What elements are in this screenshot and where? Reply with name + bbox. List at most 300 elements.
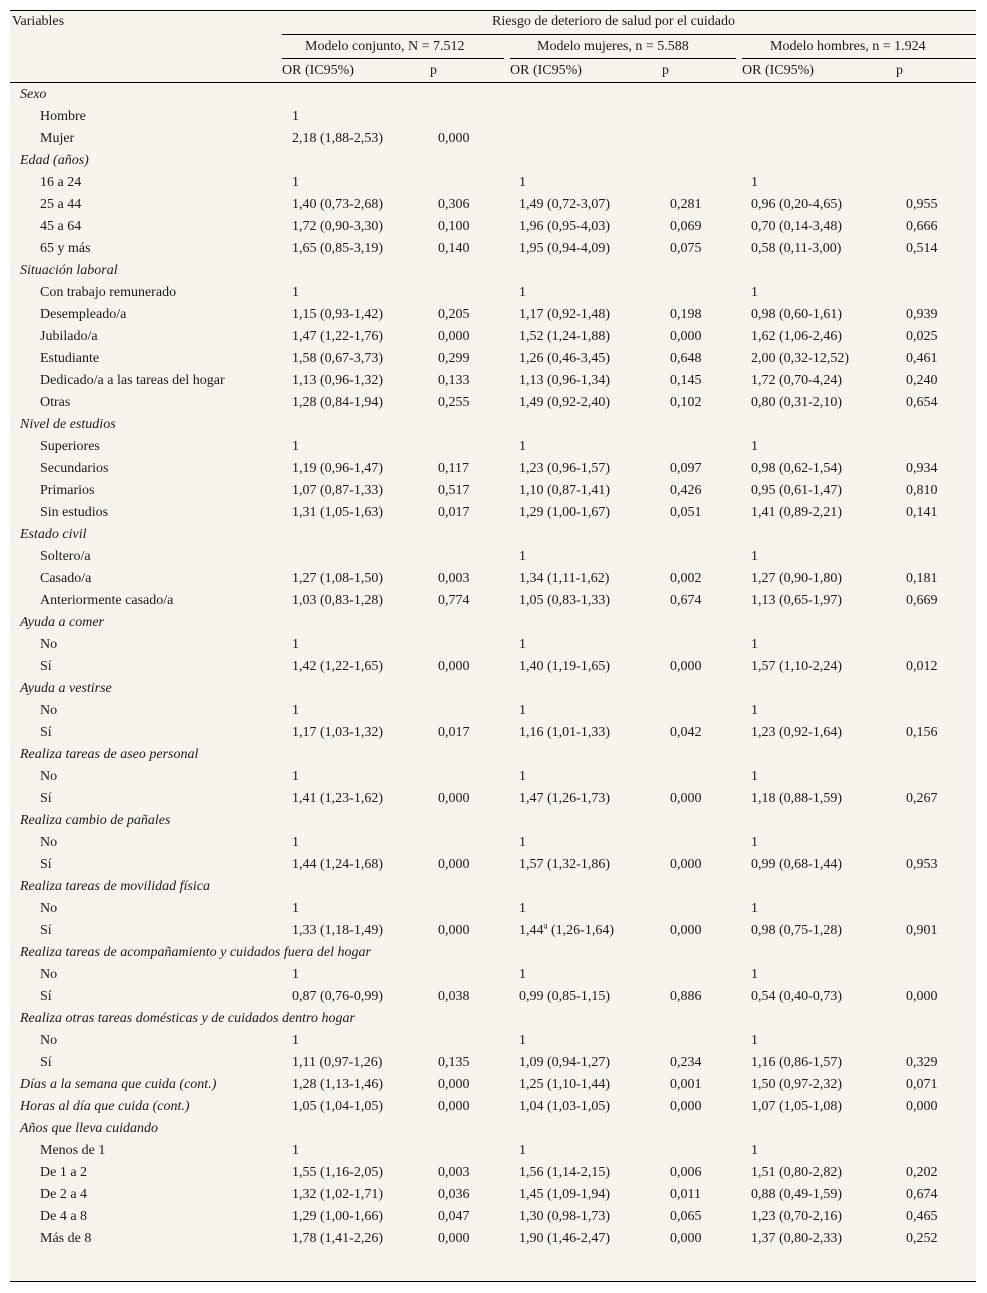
cell-p2: 0,000: [670, 791, 702, 806]
row-label: Horas al día que cuida (cont.): [20, 1099, 190, 1114]
cell-or3: 1: [751, 769, 758, 784]
table-row: [10, 1030, 976, 1052]
cell-or1: 1,72 (0,90-3,30): [292, 219, 383, 234]
cell-p3: 0,461: [906, 351, 938, 366]
cell-p2: 0,000: [670, 1231, 702, 1246]
row-label: De 2 a 4: [40, 1187, 88, 1202]
cell-or1: 1,19 (0,96-1,47): [292, 461, 383, 476]
cell-or3: 0,80 (0,31-2,10): [751, 395, 842, 410]
category-row: [10, 1008, 976, 1030]
cell-p1: 0,140: [438, 241, 470, 256]
cell-or1: 1,44 (1,24-1,68): [292, 857, 383, 872]
cell-p2: 0,886: [670, 989, 702, 1004]
cell-p1: 0,017: [438, 725, 470, 740]
cell-or2: 1,56 (1,14-2,15): [519, 1165, 610, 1180]
cell-or1: 1,58 (0,67-3,73): [292, 351, 383, 366]
row-label: Sí: [40, 791, 52, 806]
cell-or3: 0,54 (0,40-0,73): [751, 989, 842, 1004]
cell-or3: 1,16 (0,86-1,57): [751, 1055, 842, 1070]
cell-or2: 1,57 (1,32-1,86): [519, 857, 610, 872]
row-label: Nivel de estudios: [20, 417, 116, 432]
row-label: 16 a 24: [40, 175, 82, 190]
cell-or3: 1: [751, 835, 758, 850]
cell-or3: 1: [751, 1033, 758, 1048]
header-or-2: OR (IC95%): [510, 63, 582, 78]
cell-p3: 0,810: [906, 483, 938, 498]
table-row: [10, 766, 976, 788]
category-row: [10, 612, 976, 634]
cell-p3: 0,181: [906, 571, 938, 586]
cell-or1: 1: [292, 901, 299, 916]
cell-p1: 0,133: [438, 373, 470, 388]
row-label: Con trabajo remunerado: [40, 285, 177, 300]
table-row: [10, 1206, 976, 1228]
category-row: [10, 260, 976, 282]
cell-or3: 1: [751, 439, 758, 454]
table-row: [10, 1140, 976, 1162]
cell-or1: 1: [292, 967, 299, 982]
table-row: [10, 1228, 976, 1250]
cell-p3: 0,202: [906, 1165, 938, 1180]
cell-or3: 1,27 (0,90-1,80): [751, 571, 842, 586]
cell-p3: 0,669: [906, 593, 938, 608]
cell-or3: 1,23 (0,70-2,16): [751, 1209, 842, 1224]
table-row: [10, 700, 976, 722]
row-label: Ayuda a comer: [20, 615, 104, 630]
cell-p2: 0,000: [670, 1099, 702, 1114]
cell-p2: 0,075: [670, 241, 702, 256]
category-row: [10, 524, 976, 546]
cell-or1: 1: [292, 285, 299, 300]
table-row: [10, 238, 976, 260]
cell-p1: 0,017: [438, 505, 470, 520]
cell-or2: [519, 920, 614, 942]
cell-or3: 1: [751, 901, 758, 916]
row-label: Realiza tareas de acompañamiento y cuidados fuera del hogar: [20, 945, 371, 960]
category-row: [10, 150, 976, 172]
cell-p2: 0,051: [670, 505, 702, 520]
table-row: [10, 480, 976, 502]
table-row: [10, 436, 976, 458]
cell-or2: 1: [519, 901, 526, 916]
row-label: No: [40, 769, 58, 784]
cell-p3: 0,156: [906, 725, 938, 740]
cell-or3: 0,98 (0,75-1,28): [751, 923, 842, 938]
cell-p1: 0,000: [438, 131, 470, 146]
header-rule-women: [510, 58, 736, 59]
cell-or2: 1,40 (1,19-1,65): [519, 659, 610, 674]
cell-p1: 0,000: [438, 1077, 470, 1092]
table-row: [10, 986, 976, 1008]
cell-or2: 1,25 (1,10-1,44): [519, 1077, 610, 1092]
cell-or3: 2,00 (0,32-12,52): [751, 351, 849, 366]
cell-or2: 1: [519, 285, 526, 300]
row-label: Mujer: [40, 131, 75, 146]
cell-or2: 1,52 (1,24-1,88): [519, 329, 610, 344]
table-row: [10, 326, 976, 348]
cell-or3: 1: [751, 703, 758, 718]
cell-or3: 0,58 (0,11-3,00): [751, 241, 842, 256]
cell-or1: 1,29 (1,00-1,66): [292, 1209, 383, 1224]
header-rule-joint: [282, 58, 504, 59]
cell-or1: 1,15 (0,93-1,42): [292, 307, 383, 322]
cell-p2: 0,674: [670, 593, 702, 608]
cell-or1: 1: [292, 835, 299, 850]
cell-p1: 0,000: [438, 329, 470, 344]
cell-p1: 0,003: [438, 1165, 470, 1180]
cell-or2-ci: (1,26-1,64): [547, 923, 614, 938]
row-label: Sí: [40, 659, 52, 674]
cell-or3: 1,57 (1,10-2,24): [751, 659, 842, 674]
cell-or1: 1,65 (0,85-3,19): [292, 241, 383, 256]
cell-p2: 0,000: [670, 329, 702, 344]
cell-or1: 1,78 (1,41-2,26): [292, 1231, 383, 1246]
cell-or2: 1,49 (0,92-2,40): [519, 395, 610, 410]
cell-or1: 1,27 (1,08-1,50): [292, 571, 383, 586]
cell-p2: 0,648: [670, 351, 702, 366]
row-label: Sí: [40, 1055, 52, 1070]
cell-or2: 1: [519, 1143, 526, 1158]
cell-or3: 1,37 (0,80-2,33): [751, 1231, 842, 1246]
cell-or2: 1,30 (0,98-1,73): [519, 1209, 610, 1224]
table-row: [10, 348, 976, 370]
category-row: [10, 1096, 976, 1118]
cell-p1: 0,517: [438, 483, 470, 498]
cell-p2: 0,000: [670, 923, 702, 938]
row-label: Menos de 1: [40, 1143, 106, 1158]
category-row: [10, 942, 976, 964]
cell-or1: 1: [292, 703, 299, 718]
row-label: No: [40, 835, 58, 850]
cell-or2: 1,05 (0,83-1,33): [519, 593, 610, 608]
table-row: [10, 282, 976, 304]
table-row: [10, 964, 976, 986]
cell-or2: 1,17 (0,92-1,48): [519, 307, 610, 322]
cell-or1: 1: [292, 637, 299, 652]
cell-p2: 0,426: [670, 483, 702, 498]
cell-or1: 1,05 (1,04-1,05): [292, 1099, 383, 1114]
cell-p3: 0,012: [906, 659, 938, 674]
cell-or2: 1,04 (1,03-1,05): [519, 1099, 610, 1114]
cell-p3: 0,934: [906, 461, 938, 476]
cell-p1: 0,255: [438, 395, 470, 410]
cell-p3: 0,000: [906, 1099, 938, 1114]
cell-or1: 1,40 (0,73-2,68): [292, 197, 383, 212]
cell-or2-value: 1,44: [519, 923, 544, 938]
cell-p2: 0,198: [670, 307, 702, 322]
cell-or1: 1,07 (0,87-1,33): [292, 483, 383, 498]
cell-or2: 1: [519, 439, 526, 454]
cell-p2: 0,011: [670, 1187, 701, 1202]
table-row: [10, 1162, 976, 1184]
cell-or1: 1,28 (1,13-1,46): [292, 1077, 383, 1092]
cell-or1: 1,13 (0,96-1,32): [292, 373, 383, 388]
cell-or3: 1,18 (0,88-1,59): [751, 791, 842, 806]
cell-p2: 0,006: [670, 1165, 702, 1180]
row-label: Realiza otras tareas domésticas y de cuidados dentro hogar: [20, 1011, 355, 1026]
cell-or2: 1: [519, 637, 526, 652]
cell-p1: 0,000: [438, 1231, 470, 1246]
cell-or2: 1,96 (0,95-4,03): [519, 219, 610, 234]
cell-or2: 1,13 (0,96-1,34): [519, 373, 610, 388]
row-label: Soltero/a: [40, 549, 91, 564]
row-label: Años que lleva cuidando: [20, 1121, 159, 1136]
table-row: [10, 920, 976, 942]
table-row: [10, 546, 976, 568]
cell-p2: 0,000: [670, 857, 702, 872]
cell-or3: 0,96 (0,20-4,65): [751, 197, 842, 212]
table-row: [10, 634, 976, 656]
cell-p3: 0,465: [906, 1209, 938, 1224]
cell-or1: 1: [292, 439, 299, 454]
cell-p3: 0,674: [906, 1187, 938, 1202]
cell-or3: 0,95 (0,61-1,47): [751, 483, 842, 498]
cell-p3: 0,000: [906, 989, 938, 1004]
cell-or2: 1,45 (1,09-1,94): [519, 1187, 610, 1202]
category-row: [10, 84, 976, 106]
row-label: De 4 a 8: [40, 1209, 88, 1224]
row-label: Sí: [40, 989, 52, 1004]
cell-or1: 1,33 (1,18-1,49): [292, 923, 383, 938]
table-row: [10, 128, 976, 150]
row-label: Ayuda a vestirse: [20, 681, 112, 696]
cell-or1: 1,17 (1,03-1,32): [292, 725, 383, 740]
results-table: [10, 10, 976, 1282]
cell-or2: 1,10 (0,87-1,41): [519, 483, 610, 498]
cell-p3: 0,901: [906, 923, 938, 938]
cell-or2: 1: [519, 1033, 526, 1048]
cell-or2: 1,90 (1,46-2,47): [519, 1231, 610, 1246]
header-model-joint: Modelo conjunto, N = 7.512: [305, 39, 465, 54]
row-label: Más de 8: [40, 1231, 92, 1246]
cell-or2: 1: [519, 967, 526, 982]
row-label: De 1 a 2: [40, 1165, 88, 1180]
cell-p3: 0,514: [906, 241, 938, 256]
table-row: [10, 106, 976, 128]
cell-or1: 1,31 (1,05-1,63): [292, 505, 383, 520]
header-rule-1: [282, 34, 976, 35]
table-bottom-rule: [10, 1281, 976, 1282]
cell-p1: 0,000: [438, 1099, 470, 1114]
cell-or3: 1,13 (0,65-1,97): [751, 593, 842, 608]
cell-p3: 0,666: [906, 219, 938, 234]
cell-p3: 0,240: [906, 373, 938, 388]
cell-p2: 0,234: [670, 1055, 702, 1070]
header-or-1: OR (IC95%): [282, 63, 354, 78]
row-label: Primarios: [40, 483, 95, 498]
cell-p2: 0,145: [670, 373, 702, 388]
cell-p3: 0,025: [906, 329, 938, 344]
table-row: [10, 502, 976, 524]
cell-or3: 1: [751, 637, 758, 652]
cell-p2: 0,102: [670, 395, 702, 410]
cell-p3: 0,939: [906, 307, 938, 322]
table-row: [10, 172, 976, 194]
row-label: Hombre: [40, 109, 86, 124]
cell-or3: 1,07 (1,05-1,08): [751, 1099, 842, 1114]
cell-or1: 1,03 (0,83-1,28): [292, 593, 383, 608]
row-label: Realiza cambio de pañales: [20, 813, 171, 828]
header-p-1: p: [430, 63, 437, 78]
cell-or3: 1,41 (0,89-2,21): [751, 505, 842, 520]
row-label: Estudiante: [40, 351, 100, 366]
category-row: [10, 810, 976, 832]
table-row: [10, 370, 976, 392]
table-row: [10, 854, 976, 876]
row-label: Sin estudios: [40, 505, 109, 520]
cell-p2: 0,281: [670, 197, 702, 212]
cell-p1: 0,100: [438, 219, 470, 234]
cell-or3: 1: [751, 1143, 758, 1158]
header-p-2: p: [662, 63, 669, 78]
table-row: [10, 216, 976, 238]
cell-p2: 0,000: [670, 659, 702, 674]
row-label: Anteriormente casado/a: [40, 593, 174, 608]
cell-or3: 1: [751, 549, 758, 564]
category-row: [10, 1074, 976, 1096]
table-row: [10, 788, 976, 810]
cell-p2: 0,069: [670, 219, 702, 234]
cell-p1: 0,047: [438, 1209, 470, 1224]
table-row: [10, 1052, 976, 1074]
table-row: [10, 392, 976, 414]
cell-or2: 1: [519, 549, 526, 564]
header-rule-bottom: [10, 82, 976, 83]
cell-p2: 0,001: [670, 1077, 702, 1092]
cell-or1: 0,87 (0,76-0,99): [292, 989, 383, 1004]
cell-p1: 0,000: [438, 857, 470, 872]
cell-p1: 0,205: [438, 307, 470, 322]
header-model-men: Modelo hombres, n = 1.924: [770, 39, 926, 54]
row-label: Casado/a: [40, 571, 92, 586]
row-label: Días a la semana que cuida (cont.): [20, 1077, 217, 1092]
row-label: No: [40, 703, 58, 718]
table-row: [10, 590, 976, 612]
cell-p3: 0,953: [906, 857, 938, 872]
cell-or3: 0,98 (0,60-1,61): [751, 307, 842, 322]
cell-or3: 0,88 (0,49-1,59): [751, 1187, 842, 1202]
cell-or1: 1,11 (0,97-1,26): [292, 1055, 383, 1070]
cell-or2: 1,26 (0,46-3,45): [519, 351, 610, 366]
cell-p2: 0,042: [670, 725, 702, 740]
cell-p1: 0,003: [438, 571, 470, 586]
header-variables: Variables: [12, 14, 65, 29]
table-row: [10, 194, 976, 216]
cell-p1: 0,038: [438, 989, 470, 1004]
row-label: Dedicado/a a las tareas del hogar: [40, 373, 225, 388]
cell-or2: 1,09 (0,94-1,27): [519, 1055, 610, 1070]
table-row: [10, 458, 976, 480]
cell-p3: 0,955: [906, 197, 938, 212]
cell-or3: 1: [751, 967, 758, 982]
cell-or2: 1,16 (1,01-1,33): [519, 725, 610, 740]
cell-or2: 1,49 (0,72-3,07): [519, 197, 610, 212]
cell-or2: 1: [519, 175, 526, 190]
cell-or2: 0,99 (0,85-1,15): [519, 989, 610, 1004]
cell-or1: 1: [292, 1143, 299, 1158]
cell-or2: 1,29 (1,00-1,67): [519, 505, 610, 520]
row-label: Realiza tareas de movilidad física: [20, 879, 211, 894]
cell-p3: 0,654: [906, 395, 938, 410]
row-label: Edad (años): [20, 153, 89, 168]
cell-p1: 0,135: [438, 1055, 470, 1070]
category-row: [10, 678, 976, 700]
row-label: 45 a 64: [40, 219, 82, 234]
cell-or3: 1: [751, 285, 758, 300]
cell-or3: 1,62 (1,06-2,46): [751, 329, 842, 344]
cell-or1: 1: [292, 109, 299, 124]
cell-p1: 0,774: [438, 593, 470, 608]
cell-or1: 1,42 (1,22-1,65): [292, 659, 383, 674]
category-row: [10, 414, 976, 436]
table-row: [10, 568, 976, 590]
cell-or3: 0,99 (0,68-1,44): [751, 857, 842, 872]
cell-or1: 1: [292, 175, 299, 190]
row-label: Sexo: [20, 87, 47, 102]
table-row: [10, 832, 976, 854]
cell-or3: 1,72 (0,70-4,24): [751, 373, 842, 388]
cell-or3: 1,23 (0,92-1,64): [751, 725, 842, 740]
row-label: No: [40, 1033, 58, 1048]
row-label: 65 y más: [40, 241, 91, 256]
row-label: No: [40, 637, 58, 652]
row-label: Sí: [40, 923, 52, 938]
row-label: No: [40, 901, 58, 916]
cell-or3: 1,50 (0,97-2,32): [751, 1077, 842, 1092]
row-label: Desempleado/a: [40, 307, 127, 322]
header-group-title: Riesgo de deterioro de salud por el cuidado: [492, 14, 735, 29]
row-label: Otras: [40, 395, 71, 410]
cell-or1: 1: [292, 769, 299, 784]
row-label: Jubilado/a: [40, 329, 98, 344]
cell-or1: 1,41 (1,23-1,62): [292, 791, 383, 806]
table-row: [10, 304, 976, 326]
row-label: 25 a 44: [40, 197, 82, 212]
footnote-marker: a: [543, 920, 548, 931]
cell-or1: 1,55 (1,16-2,05): [292, 1165, 383, 1180]
header-model-women: Modelo mujeres, n = 5.588: [537, 39, 689, 54]
cell-or3: 1,51 (0,80-2,82): [751, 1165, 842, 1180]
cell-p3: 0,071: [906, 1077, 938, 1092]
cell-p3: 0,141: [906, 505, 938, 520]
cell-or2: 1,23 (0,96-1,57): [519, 461, 610, 476]
header-p-3: p: [896, 63, 903, 78]
category-row: [10, 876, 976, 898]
cell-p1: 0,000: [438, 923, 470, 938]
row-label: Secundarios: [40, 461, 109, 476]
row-label: Estado civil: [20, 527, 87, 542]
header-rule-men: [742, 58, 976, 59]
row-label: Sí: [40, 725, 52, 740]
table-row: [10, 722, 976, 744]
row-label: Realiza tareas de aseo personal: [20, 747, 199, 762]
category-row: [10, 744, 976, 766]
row-label: No: [40, 967, 58, 982]
cell-p1: 0,000: [438, 791, 470, 806]
cell-or1: 1: [292, 1033, 299, 1048]
cell-or1: 2,18 (1,88-2,53): [292, 131, 383, 146]
cell-p2: 0,065: [670, 1209, 702, 1224]
header-or-3: OR (IC95%): [742, 63, 814, 78]
cell-p1: 0,036: [438, 1187, 470, 1202]
cell-p2: 0,002: [670, 571, 702, 586]
cell-or2: 1,47 (1,26-1,73): [519, 791, 610, 806]
cell-or3: 1: [751, 175, 758, 190]
cell-or1: 1,47 (1,22-1,76): [292, 329, 383, 344]
row-label: Situación laboral: [20, 263, 118, 278]
row-label: Sí: [40, 857, 52, 872]
cell-p1: 0,117: [438, 461, 469, 476]
